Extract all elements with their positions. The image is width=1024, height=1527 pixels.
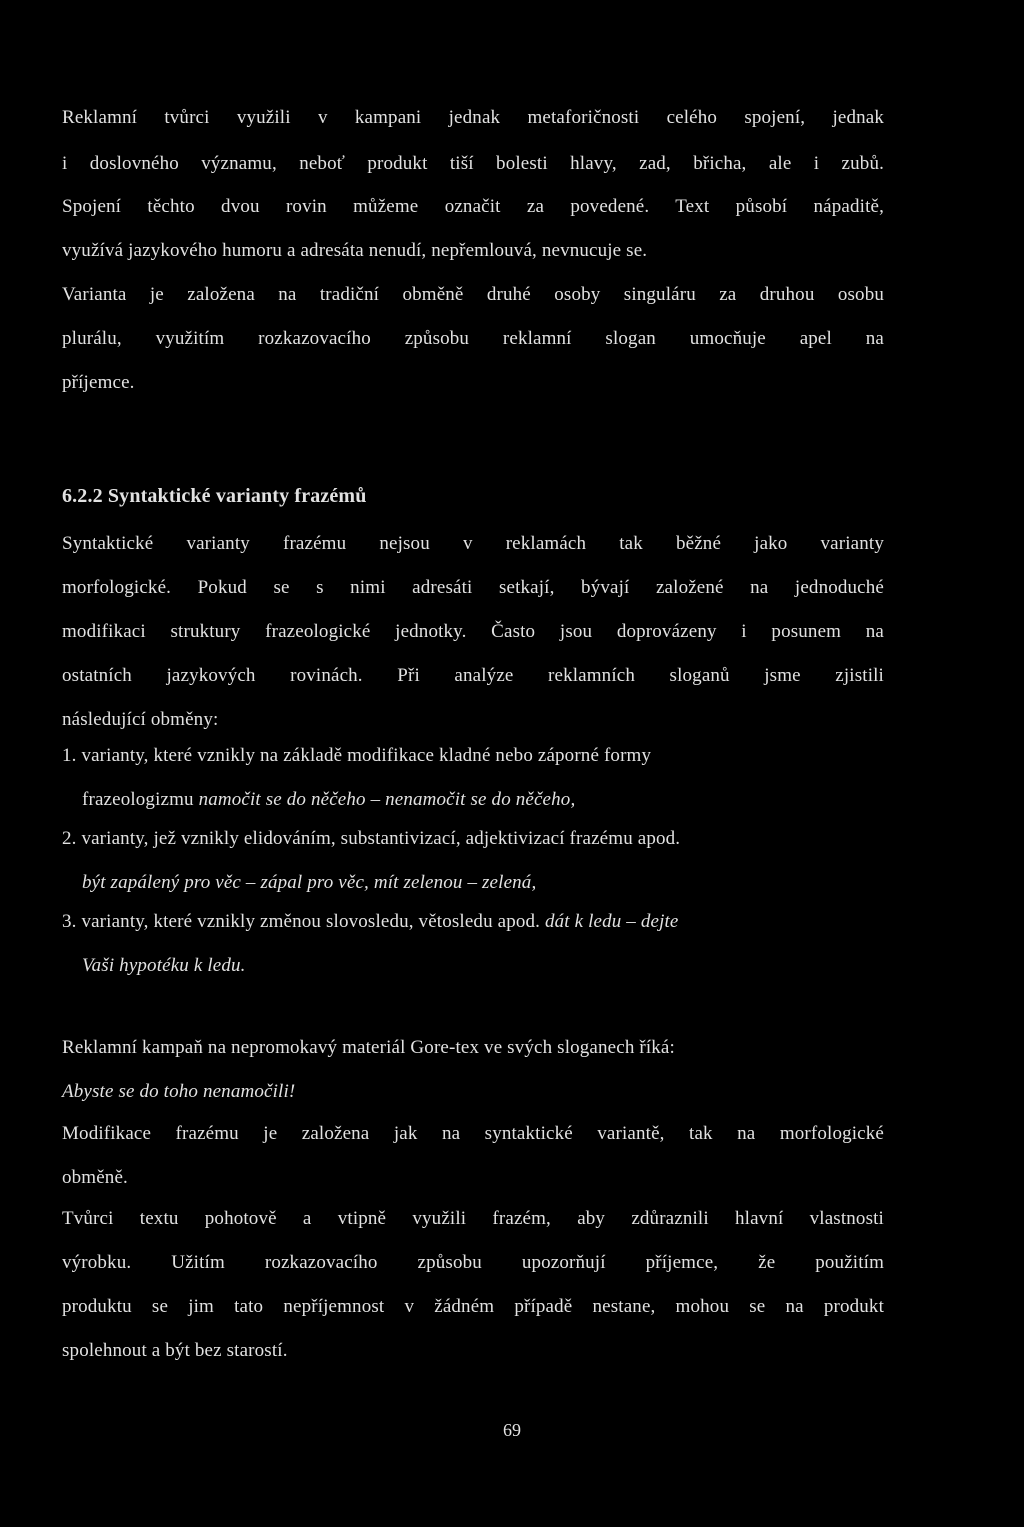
list-item-1: 1. varianty, které vznikly na základě modifikace kladné nebo záporné formy	[62, 745, 652, 766]
paragraph-line: ostatních jazykových rovinách. Při analýze reklamních sloganů jsme zjistili	[62, 665, 884, 686]
paragraph-line: příjemce.	[62, 372, 135, 393]
page-number: 69	[503, 1420, 521, 1440]
paragraph-line: Modifikace frazému je založena jak na syntaktické variantě, tak na morfologické	[62, 1123, 884, 1144]
list-item-2: 2. varianty, jež vznikly elidováním, substantivizací, adjektivizací frazému apod.	[62, 828, 681, 849]
paragraph-line: spolehnout a být bez starostí.	[62, 1340, 288, 1361]
paragraph-line: Syntaktické varianty frazému nejsou v reklamách tak běžné jako varianty	[62, 533, 884, 554]
paragraph-line: produktu se jim tato nepříjemnost v žádném případě nestane, mohou se na produkt	[62, 1296, 884, 1317]
list-example: Vaši hypotéku k ledu.	[82, 955, 246, 976]
paragraph-line: plurálu, využitím rozkazovacího způsobu reklamní slogan umocňuje apel na	[62, 328, 884, 349]
list-item-3	[62, 910, 679, 934]
paragraph-line: modifikaci struktury frazeologické jednotky. Často jsou doprovázeny i posunem na	[62, 621, 884, 642]
paragraph-line: následující obměny:	[62, 709, 219, 730]
list-example: být zapálený pro věc – zápal pro věc, mít zelenou – zelená,	[82, 872, 537, 893]
paragraph-line: Varianta je založena na tradiční obměně druhé osoby singuláru za druhou osobu	[62, 284, 884, 305]
paragraph-line: Tvůrci textu pohotově a vtipně využili frazém, aby zdůraznili hlavní vlastnosti	[62, 1208, 884, 1229]
paragraph-line: Reklamní kampaň na nepromokavý materiál Gore-tex ve svých sloganech říká:	[62, 1037, 675, 1058]
section-heading: 6.2.2 Syntaktické varianty frazémů	[62, 485, 367, 507]
paragraph-line: využívá jazykového humoru a adresáta nenudí, nepřemlouvá, nevnucuje se.	[62, 240, 648, 261]
list-example: namočit se do něčeho – nenamočit se do něčeho,	[198, 789, 576, 810]
list-item-1-continuation	[82, 788, 575, 812]
slogan: Abyste se do toho nenamočili!	[62, 1081, 296, 1102]
paragraph-line: Reklamní tvůrci využili v kampani jednak metaforičnosti celého spojení, jednak	[62, 107, 884, 128]
paragraph-line: Spojení těchto dvou rovin můžeme označit za povedené. Text působí nápaditě,	[62, 196, 884, 217]
paragraph-line: obměně.	[62, 1167, 128, 1188]
paragraph-line: morfologické. Pokud se s nimi adresáti setkají, bývají založené na jednoduché	[62, 577, 884, 598]
paragraph-line: i doslovného významu, neboť produkt tiší bolesti hlavy, zad, břicha, ale i zubů.	[62, 153, 884, 174]
list-text: 3. varianty, které vznikly změnou slovosledu, větosledu apod.	[62, 911, 545, 932]
paragraph-line: výrobku. Užitím rozkazovacího způsobu upozorňují příjemce, že použitím	[62, 1252, 884, 1273]
list-text: frazeologizmu	[82, 789, 199, 810]
list-example: dát k ledu – dejte	[544, 911, 679, 932]
